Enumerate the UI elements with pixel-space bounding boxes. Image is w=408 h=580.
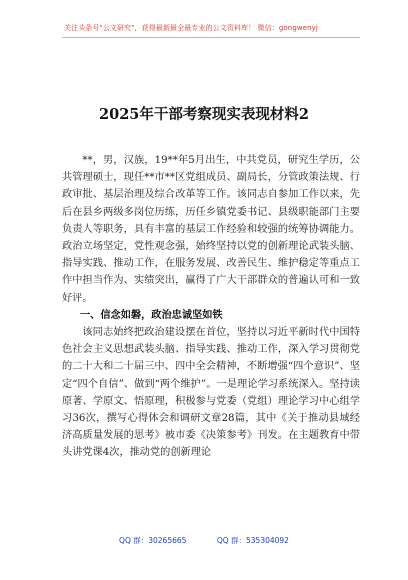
header-divider (62, 37, 360, 38)
document-title: 2025年干部考察现实表现材料2 (99, 106, 309, 123)
document-body (62, 152, 360, 462)
header-banner: 关注头条号"公文研究"，获得最新最全最专业的公文资料库！ 微信：gongwenyj (64, 24, 318, 32)
section-heading: 一、信念如磐，政治忠诚坚如铁 (80, 308, 223, 321)
intro-paragraph: **，男，汉族，19**年5月出生，中共党员，研究生学历，公共管理硕士，现任**市**区党组成员、副局长，分管政策法规、行政审批、基层治理及综合改革等工作。该同志自参加工作以来，先后在县乡两级多岗位历练，历任乡镇党委书记、县级职能部门主要负责人等职务，具有丰富的基层工作经验和较强的统筹协调能力。政治立场坚定，党性观念强，始终坚持以党的创新理论武装头脑、指导实践、推动工作，在服务发展、改善民生、维护稳定等重点工作中担当作为、实绩突出，赢得了广大干部群众的普遍认可和一致好评。 (62, 155, 360, 304)
section-paragraph: 该同志始终把政治建设摆在首位，坚持以习近平新时代中国特色社会主义思想武装头脑、指导实践、推动工作，深入学习贯彻党的二十大和二十届三中、四中全会精神，不断增强“四个意识”、坚定“四个自信”、做到“两个维护”。一是理论学习系统深入。坚持读原著、学原文、悟原理，积极参与党委（党组）理论学习中心组学习36次，撰写心得体会和调研文章28篇，其中《关于推动县域经济高质量发展的思考》被市委《决策参考》刊发。在主题教育中带头讲党课4次，推动党的创新理论 (62, 327, 360, 459)
footer-qq-left: QQ 群：30265665 (119, 536, 187, 545)
footer (0, 535, 408, 546)
footer-qq-right: QQ 群：535304092 (216, 536, 289, 545)
